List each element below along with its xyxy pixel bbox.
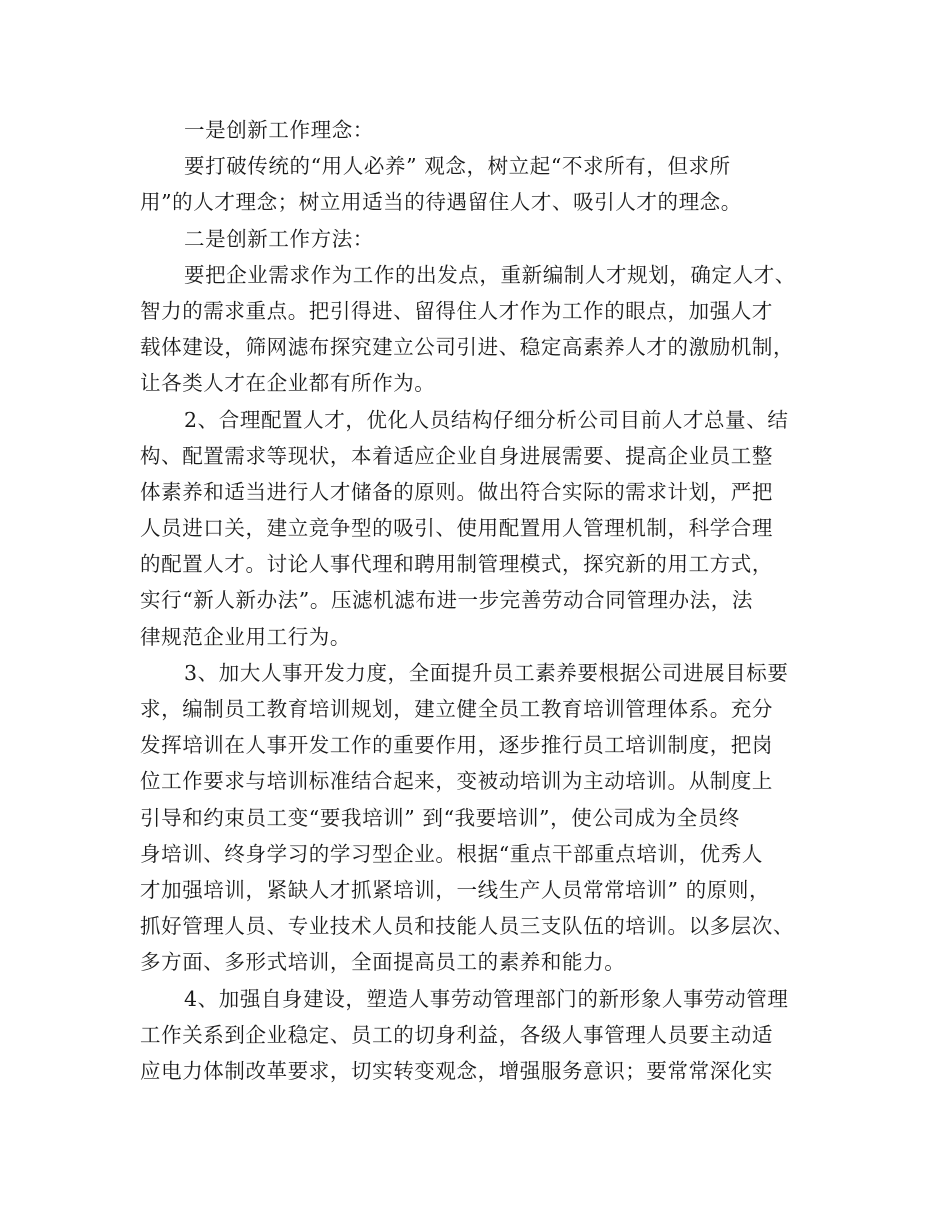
- text-line: 身培训、终身学习的学习型企业。根据“重点干部重点培训，优秀人: [140, 841, 763, 866]
- text-line: 抓好管理人员、专业技术人员和技能人员三支队伍的培训。以多层次、: [140, 914, 795, 939]
- text-line: 4、加强自身建设，塑造人事劳动管理部门的新形象人事劳动管理: [184, 986, 789, 1011]
- text-line: 位工作要求与培训标准结合起来，变被动培训为主动培训。从制度上: [140, 769, 773, 794]
- text-line: 用”的人才理念；树立用适当的待遇留住人才、吸引人才的理念。: [140, 190, 742, 215]
- text-line: 智力的需求重点。把引得进、留得住人才作为工作的眼点，加强人才: [140, 298, 773, 323]
- text-line: 人员进口关，建立竞争型的吸引、使用配置用人管理机制，科学合理: [140, 516, 773, 541]
- text-line: 应电力体制改革要求，切实转变观念，增强服务意识；要常常深化实: [140, 1058, 773, 1083]
- text-line: 3、加大人事开发力度，全面提升员工素养要根据公司进展目标要: [184, 660, 789, 685]
- text-line: 工作关系到企业稳定、员工的切身利益，各级人事管理人员要主动适: [140, 1022, 773, 1047]
- text-line: 的配置人才。讨论人事代理和聘用制管理模式，探究新的用工方式，: [140, 552, 773, 577]
- text-line: 才加强培训，紧缺人才抓紧培训，一线生产人员常常培训” 的原则，: [140, 877, 771, 902]
- text-line: 律规范企业用工行为。: [140, 624, 351, 649]
- text-line: 一是创新工作理念：: [184, 118, 374, 142]
- text-line: 体素养和适当进行人才储备的原则。做出符合实际的需求计划，严把: [140, 479, 773, 504]
- text-line: 实行“新人新办法”。压滤机滤布进一步完善劳动合同管理办法，法: [140, 588, 753, 613]
- text-line: 多方面、多形式培训，全面提高员工的素养和能力。: [140, 950, 626, 975]
- text-line: 引导和约束员工变“要我培训” 到“我要培训”，使公司成为全员终: [140, 805, 741, 830]
- text-line: 要打破传统的“用人必养” 观念，树立起“不求所有，但求所: [184, 154, 731, 179]
- text-line: 载体建设，筛网滤布探究建立公司引进、稳定高素养人才的激励机制，: [140, 335, 795, 360]
- text-line: 构、配置需求等现状，本着适应企业自身进展需要、提高企业员工整: [140, 443, 773, 468]
- document-body: [140, 112, 810, 1089]
- text-line: 二是创新工作方法：: [184, 226, 374, 251]
- text-line: 2、合理配置人才，优化人员结构仔细分析公司目前人才总量、结: [184, 407, 789, 432]
- text-line: 求，编制员工教育培训规划，建立健全员工教育培训管理体系。充分: [140, 697, 773, 721]
- text-line: 要把企业需求作为工作的出发点，重新编制人才规划，确定人才、: [184, 262, 796, 287]
- text-line: 发挥培训在人事开发工作的重要作用，逐步推行员工培训制度，把岗: [140, 733, 773, 758]
- text-line: 让各类人才在企业都有所作为。: [140, 371, 436, 396]
